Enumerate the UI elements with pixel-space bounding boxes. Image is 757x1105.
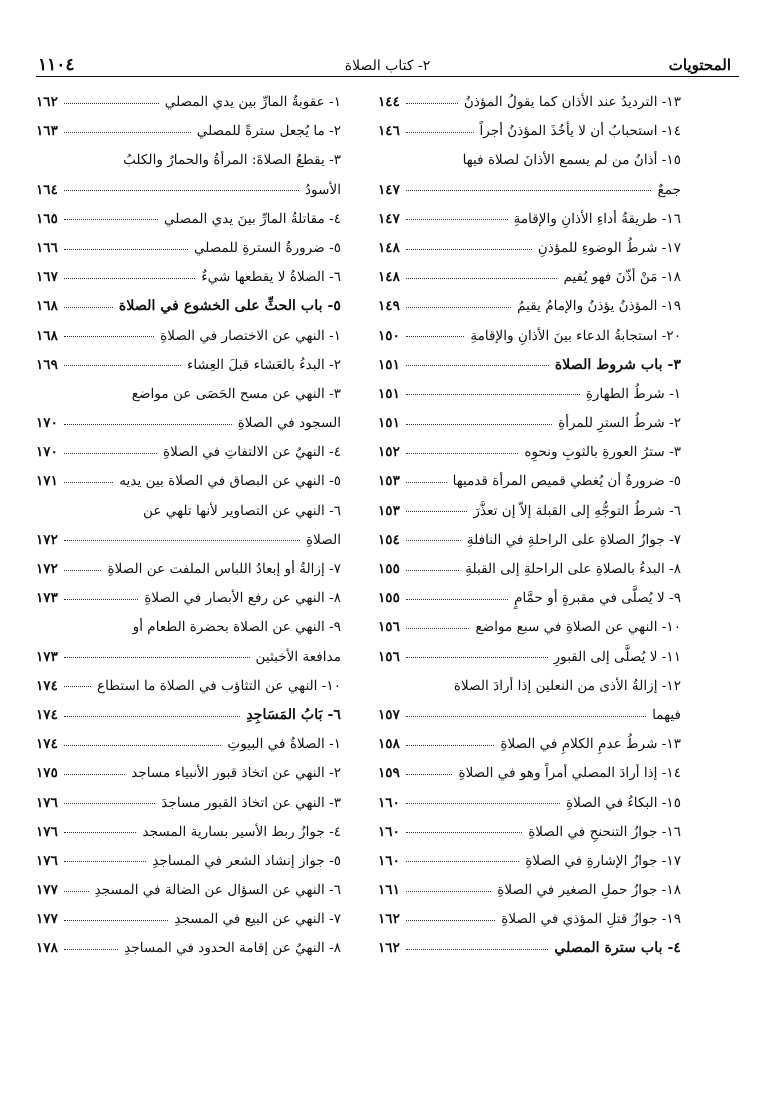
- toc-entry: [36, 263, 341, 292]
- toc-entry-title: ١- عقوبةُ المارِّ بين يدي المصلي: [164, 94, 341, 110]
- toc-column-right: [378, 88, 681, 964]
- toc-section-heading: [378, 934, 681, 963]
- dot-leader: [406, 132, 474, 133]
- toc-entry: [36, 146, 341, 175]
- toc-entry: [378, 613, 681, 642]
- dot-leader: [64, 686, 91, 687]
- toc-entry-page: ١٧٨: [36, 940, 58, 957]
- toc-entry: [378, 234, 681, 263]
- toc-entry: [36, 409, 341, 438]
- toc-entry-title: الصلاةِ: [306, 531, 341, 548]
- dot-leader: [406, 219, 508, 220]
- toc-entry: [378, 643, 681, 672]
- toc-entry-page: ١٦٥: [36, 210, 58, 227]
- dot-leader: [406, 949, 548, 950]
- toc-entry: [36, 467, 341, 496]
- toc-entry: [36, 613, 341, 642]
- toc-entry-page: ١٥١: [378, 385, 400, 402]
- toc-entry-title: ١٢- إزالةُ الأذى من النعلين إذا أرادَ الصلاة: [453, 677, 681, 694]
- dot-leader: [64, 920, 168, 921]
- dot-leader: [64, 716, 240, 717]
- dot-leader: [64, 803, 155, 804]
- toc-column-left: [36, 88, 341, 964]
- toc-entry-title: ١٧- شرطُ الوضوءِ للمؤذنِ: [537, 239, 681, 256]
- toc-entry-title: ٥- ضرورةُ السترةِ للمصلي: [193, 239, 341, 256]
- dot-leader: [406, 278, 557, 279]
- toc-entry-page: ١٧١: [36, 473, 58, 490]
- dot-leader: [64, 540, 300, 541]
- toc-entry-title: ١٦- طريقةُ أداءِ الأذانِ والإقامةِ: [513, 210, 681, 227]
- toc-entry-title: ٧- النهي عن البيع في المسجدِ: [174, 911, 341, 928]
- toc-entry-title: ٩- النهي عن الصلاة بحضرة الطعام أو: [132, 619, 341, 636]
- toc-entry-title: ٦- النهي عن التصاوير لأنها تلهي عن: [143, 502, 341, 519]
- dot-leader: [64, 891, 89, 892]
- toc-entry-page: ١٧٤: [36, 677, 58, 694]
- dot-leader: [64, 570, 101, 571]
- toc-entry-page: ١٦٨: [36, 327, 58, 344]
- toc-entry-page: ١٧٠: [36, 415, 58, 432]
- toc-entry-page: ١٦٩: [36, 356, 58, 373]
- dot-leader: [64, 249, 188, 250]
- toc-entry-page: ١٦٧: [36, 269, 58, 286]
- dot-leader: [406, 657, 548, 658]
- toc-entry-page: ١٧٠: [36, 444, 58, 461]
- dot-leader: [406, 774, 452, 775]
- toc-entry-page: ١٦٤: [36, 181, 58, 198]
- toc-entry-title: ٤- مقاتلةُ المارِّ بينَ يدي المصلي: [163, 210, 341, 227]
- toc-entry-page: ١٥٣: [378, 502, 400, 519]
- toc-entry: [378, 672, 681, 701]
- toc-entry: [36, 643, 341, 672]
- toc-entry-title: ٨- النهيُ عن إقامة الحدود في المساجدِ: [124, 940, 341, 957]
- toc-entry-page: ١٧٣: [36, 648, 58, 665]
- dot-leader: [64, 365, 181, 366]
- toc-entry-page: ١٦٢: [378, 940, 400, 957]
- toc-entry: [378, 847, 681, 876]
- toc-entry-title: ٥- ضرورةُ أن يُغطي قميص المرأة قدميها: [452, 473, 681, 490]
- dot-leader: [406, 424, 552, 425]
- dot-leader: [64, 453, 157, 454]
- toc-entry-title: ٥- باب الحثِّ على الخشوع في الصلاة: [118, 298, 341, 315]
- toc-entry: [36, 847, 341, 876]
- toc-entry-title: ١٨- مَنْ أذّنَ فهو يُقيم: [563, 269, 681, 286]
- dot-leader: [64, 336, 154, 337]
- toc-entry: [36, 526, 341, 555]
- dot-leader: [406, 103, 458, 104]
- toc-entry: [378, 526, 681, 555]
- toc-entry-page: ١٧٦: [36, 852, 58, 869]
- toc-entry: [378, 176, 681, 205]
- toc-entry-title: ١٨- جوازُ حملِ الصغير في الصلاةِ: [497, 882, 681, 899]
- toc-entry-page: ١٦٠: [378, 823, 400, 840]
- toc-entry-page: ١٤٩: [378, 298, 400, 315]
- toc-entry: [36, 876, 341, 905]
- dot-leader: [406, 511, 467, 512]
- toc-entry-title: ٤- جوازُ ربط الأسير بسارية المسجد: [142, 823, 341, 840]
- toc-entry-title: ١٠- النهي عن الصلاةِ في سبع مواضع: [475, 619, 681, 636]
- toc-entry-page: ١٥٣: [378, 473, 400, 490]
- toc-entry-page: ١٦٣: [36, 123, 58, 140]
- toc-entry-page: ١٤٦: [378, 123, 400, 140]
- dot-leader: [64, 424, 232, 425]
- toc-entry-page: ١٦١: [378, 882, 400, 899]
- toc-entry: [36, 584, 341, 613]
- dot-leader: [64, 482, 113, 483]
- toc-entry: [378, 322, 681, 351]
- toc-entry-title: جمعٌ: [657, 181, 681, 198]
- toc-entry: [378, 876, 681, 905]
- toc-entry-page: ١٧٦: [36, 823, 58, 840]
- toc-entry: [36, 234, 341, 263]
- toc-entry: [36, 934, 341, 963]
- toc-entry: [378, 292, 681, 321]
- toc-entry-page: ١٦٨: [36, 298, 58, 315]
- toc-entry-title: ٦- بَابُ المَسَاجِدِ: [246, 706, 341, 723]
- dot-leader: [64, 219, 158, 220]
- toc-entry: [378, 555, 681, 584]
- dot-leader: [406, 540, 461, 541]
- toc-entry-page: ١٤٤: [378, 94, 400, 110]
- toc-entry: [378, 818, 681, 847]
- toc-entry: [36, 438, 341, 467]
- dot-leader: [406, 249, 532, 250]
- toc-entry-title: ١٤- استحبابُ أن لا يأخُذَ المؤذنُ أجراً: [479, 123, 681, 140]
- toc-entry: [378, 467, 681, 496]
- toc-entry-page: ١٤٧: [378, 181, 400, 198]
- dot-leader: [406, 832, 522, 833]
- toc-entry-page: ١٦٢: [378, 911, 400, 928]
- toc-entry: [378, 701, 681, 730]
- toc-entry-title: ٣- النهي عن اتخاذ القبور مساجدَ: [161, 794, 341, 811]
- dot-leader: [406, 716, 646, 717]
- toc-entry-title: ١٣- شرطُ عدمِ الكلامِ في الصلاةِ: [500, 736, 681, 753]
- toc-section-heading: [36, 701, 341, 730]
- toc-entry: [36, 789, 341, 818]
- dot-leader: [406, 599, 508, 600]
- toc-entry: [378, 205, 681, 234]
- dot-leader: [64, 278, 195, 279]
- toc-entry-page: ١٦٦: [36, 239, 58, 256]
- toc-entry: [36, 205, 341, 234]
- toc-entry: [36, 905, 341, 934]
- dot-leader: [406, 803, 560, 804]
- toc-entry: [36, 176, 341, 205]
- toc-entry: [36, 672, 341, 701]
- dot-leader: [406, 336, 464, 337]
- toc-entry-page: ١٤٨: [378, 269, 400, 286]
- toc-entry: [36, 555, 341, 584]
- dot-leader: [406, 628, 469, 629]
- page-number: ١١٠٤: [38, 55, 75, 75]
- toc-entry-title: ١٧- جوازُ الإشارةِ في الصلاةِ: [525, 852, 681, 869]
- toc-entry-page: ١٥٢: [378, 444, 400, 461]
- toc-entry-page: ١٧٦: [36, 794, 58, 811]
- toc-entry-title: فيهما: [652, 706, 681, 723]
- toc-entry-title: ٥- النهي عن البصاق في الصلاة بين يديه: [119, 473, 341, 490]
- toc-entry: [36, 351, 341, 380]
- toc-entry-title: ١١- لا يُصلَّى إلى القبورِ: [553, 648, 681, 665]
- toc-entry-title: ٣- سترُ العورةِ بالثوبِ ونحوِه: [524, 444, 681, 461]
- dot-leader: [64, 132, 191, 133]
- toc-entry-title: ١٩- المؤذنُ يؤذنُ والإمامُ يقيمُ: [517, 298, 681, 315]
- toc-entry-page: ١٥١: [378, 356, 400, 373]
- toc-entry-page: ١٧٢: [36, 531, 58, 548]
- toc-entry-title: ٥- جواز إنشاد الشعر في المساجدِ: [152, 852, 341, 869]
- dot-leader: [406, 570, 459, 571]
- toc-entry: [378, 438, 681, 467]
- toc-entry-title: ١- الصلاةُ في البيوتِ: [227, 736, 341, 753]
- dot-leader: [406, 891, 491, 892]
- dot-leader: [406, 745, 494, 746]
- toc-entry-title: ١٣- الترديدُ عند الأذان كما يقولُ المؤذنُ: [463, 94, 681, 110]
- toc-entry-title: السجود في الصلاةِ: [237, 415, 341, 432]
- toc-entry-title: الأسودُ: [305, 181, 341, 198]
- dot-leader: [406, 307, 511, 308]
- toc-entry-title: ٢- البدءُ بالعَشاء قبلَ العِشاء: [186, 356, 341, 373]
- toc-entry-title: ١٩- جوازُ قتلِ المؤذي في الصلاةِ: [501, 911, 681, 928]
- toc-entry-page: ١٧٣: [36, 590, 58, 607]
- toc-entry-title: ٢- النهي عن اتخاذ قبور الأنبياء مساجد: [131, 765, 341, 782]
- toc-entry: [378, 759, 681, 788]
- toc-entry-title: ١- النهي عن الاختصار في الصلاةِ: [160, 327, 341, 344]
- toc-entry-page: ١٧٧: [36, 882, 58, 899]
- dot-leader: [64, 949, 118, 950]
- toc-entry: [378, 88, 681, 117]
- toc-section-heading: [378, 351, 681, 380]
- toc-entry-title: ١٤- إذا أرادَ المصلي أمراً وهو في الصلاةِ: [458, 765, 681, 782]
- toc-entry: [36, 117, 341, 146]
- toc-entry-page: ١٥١: [378, 415, 400, 432]
- toc-entry-title: ٣- يقطعُ الصلاةَ: المرأةُ والحمارُ والكلبُ: [123, 152, 341, 169]
- toc-entry-page: ١٥٧: [378, 706, 400, 723]
- toc-entry-title: ٤- النهيُ عن الالتفاتِ في الصلاةِ: [163, 444, 341, 461]
- toc-entry-title: مدافعة الأخبثين: [255, 648, 341, 665]
- toc-entry-title: ٦- النهي عن السؤال عن الضالة في المسجدِ: [94, 882, 341, 899]
- dot-leader: [64, 774, 125, 775]
- toc-entry-title: ٢٠- استجابةُ الدعاء بينَ الأذانِ والإقامةِ: [470, 327, 681, 344]
- toc-entry-page: ١٦٠: [378, 852, 400, 869]
- toc-entry-title: ٦- شرطُ التوجُّهِ إلى القبلة إلاّ إن تعذَّرَ: [473, 502, 681, 519]
- toc-entry: [378, 380, 681, 409]
- toc-entry-title: ٣- النهي عن مسح الحَصَى عن مواضع: [131, 385, 341, 402]
- dot-leader: [406, 365, 549, 366]
- toc-entry-page: ١٥٥: [378, 590, 400, 607]
- toc-entry: [36, 380, 341, 409]
- dot-leader: [64, 861, 146, 862]
- toc-entry: [36, 759, 341, 788]
- toc-entry-title: ١٦- جوازُ التنحنحِ في الصلاةِ: [528, 823, 681, 840]
- toc-entry-title: ١٥- البكاءُ في الصلاةِ: [566, 794, 681, 811]
- toc-entry: [378, 409, 681, 438]
- dot-leader: [64, 657, 250, 658]
- toc-entry-page: ١٥٩: [378, 765, 400, 782]
- toc-entry-title: ٢- شرطُ السترِ للمرأةِ: [558, 415, 681, 432]
- toc-entry-title: ٦- الصلاةُ لا يقطعها شيءٌ: [201, 269, 341, 286]
- dot-leader: [64, 599, 138, 600]
- toc-entry-page: ١٤٨: [378, 239, 400, 256]
- toc-entry-title: ٢- ما يُجعل سترةً للمصلي: [196, 123, 341, 140]
- dot-leader: [406, 453, 518, 454]
- toc-entry-title: ٨- البدءُ بالصلاةِ على الراحلةِ إلى القبلةِ: [465, 561, 681, 577]
- toc-entry: [378, 730, 681, 759]
- toc-entry: [378, 789, 681, 818]
- running-book-title: ٢- كتاب الصلاة: [344, 58, 431, 74]
- toc-section-heading: [36, 292, 341, 321]
- dot-leader: [406, 482, 447, 483]
- toc-entry: [378, 584, 681, 613]
- toc-entry-page: ١٧٤: [36, 736, 58, 753]
- toc-entry-page: ١٧٢: [36, 561, 58, 577]
- toc-entry: [36, 730, 341, 759]
- dot-leader: [64, 745, 221, 746]
- toc-entry-page: ١٥٠: [378, 327, 400, 344]
- dot-leader: [64, 103, 159, 104]
- toc-entry: [378, 263, 681, 292]
- toc-entry: [378, 146, 681, 175]
- toc-entry-title: ٤- باب سترة المصلي: [554, 940, 681, 957]
- toc-entry-title: ١٠- النهي عن التثاؤب في الصلاة ما استطاع: [96, 677, 341, 694]
- dot-leader: [64, 307, 113, 308]
- toc-entry: [36, 818, 341, 847]
- page-header: [36, 52, 739, 77]
- toc-entry-title: ٧- إزالةُ أو إبعادُ اللباس الملفت عن الصلاةِ: [107, 561, 341, 577]
- toc-entry-page: ١٤٧: [378, 210, 400, 227]
- toc-entry-title: ٩- لا يُصلَّى في مقبرةٍ أو حمَّامٍ: [514, 590, 681, 607]
- dot-leader: [406, 394, 580, 395]
- toc-entry-page: ١٥٨: [378, 736, 400, 753]
- running-section-title: المحتويات: [668, 56, 731, 74]
- toc-entry-page: ١٥٥: [378, 561, 400, 577]
- dot-leader: [64, 832, 136, 833]
- dot-leader: [406, 920, 495, 921]
- toc-entry-page: ١٥٤: [378, 531, 400, 548]
- toc-entry-title: ٧- جوازُ الصلاةِ على الراحلةِ في النافلةِ: [466, 531, 681, 548]
- toc-entry-page: ١٧٧: [36, 911, 58, 928]
- toc-entry-title: ٨- النهي عن رفع الأبصار في الصلاةِ: [144, 590, 341, 607]
- toc-entry-page: ١٧٥: [36, 765, 58, 782]
- toc-entry-title: ٣- باب شروط الصلاة: [554, 356, 681, 373]
- toc-entry-title: ١٥- أذانُ من لم يسمع الأذانَ لصلاة فيها: [462, 152, 681, 169]
- toc-entry: [36, 88, 341, 117]
- toc-entry-title: ١- شرطُ الطهارةِ: [585, 385, 681, 402]
- toc-entry: [378, 905, 681, 934]
- toc-entry-page: ١٧٤: [36, 706, 58, 723]
- toc-entry-page: ١٦٠: [378, 794, 400, 811]
- toc-entry-page: ١٥٦: [378, 619, 400, 636]
- dot-leader: [406, 861, 519, 862]
- toc-entry: [36, 497, 341, 526]
- toc-entry: [36, 322, 341, 351]
- toc-entry: [378, 117, 681, 146]
- dot-leader: [406, 190, 651, 191]
- toc-entry-page: ١٥٦: [378, 648, 400, 665]
- toc-entry: [378, 497, 681, 526]
- toc-entry-page: ١٦٢: [36, 94, 58, 110]
- dot-leader: [64, 190, 299, 191]
